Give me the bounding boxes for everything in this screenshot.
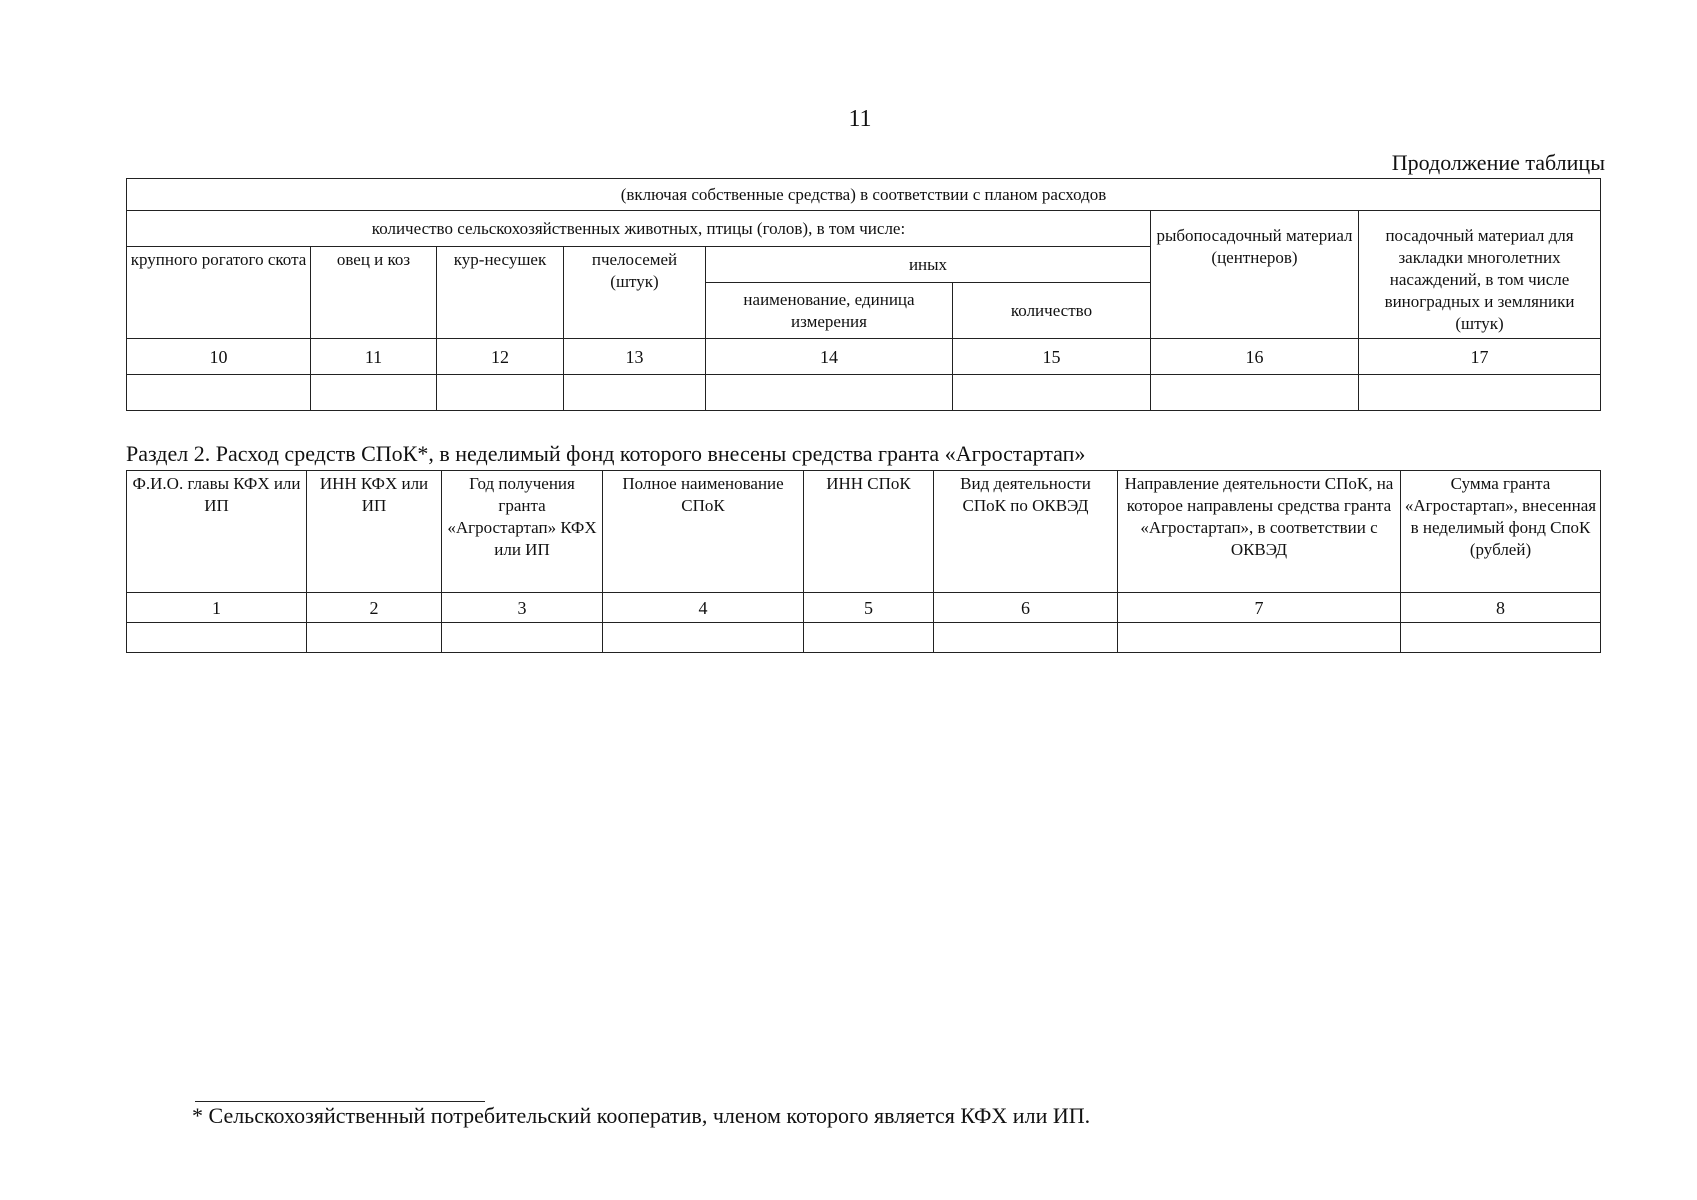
column-number: 8 xyxy=(1401,593,1601,623)
footnote-separator xyxy=(195,1101,485,1102)
column-number: 3 xyxy=(442,593,603,623)
animals-header: количество сельскохозяйственных животных, птицы (голов), в том числе: xyxy=(127,211,1151,247)
column-number: 13 xyxy=(564,339,706,375)
empty-cell xyxy=(442,623,603,653)
expense-plan-table xyxy=(126,178,1601,411)
header-bees: пчелосемей (штук) xyxy=(564,247,706,339)
column-number: 2 xyxy=(307,593,442,623)
column-number: 11 xyxy=(311,339,437,375)
empty-cell xyxy=(953,375,1151,411)
header-other-name: наименование, единица измерения xyxy=(706,283,953,339)
footnote: * Сельскохозяйственный потребительский кооператив, членом которого является КФХ или ИП. xyxy=(192,1103,1091,1128)
empty-cell xyxy=(934,623,1118,653)
header-other: иных xyxy=(706,247,1151,283)
header-other-qty: количество xyxy=(953,283,1151,339)
spok-expense-table xyxy=(126,470,1601,653)
empty-cell xyxy=(437,375,564,411)
column-number: 10 xyxy=(127,339,311,375)
empty-cell xyxy=(1401,623,1601,653)
header-head-name: Ф.И.О. главы КФХ или ИП xyxy=(127,471,307,593)
empty-cell xyxy=(564,375,706,411)
column-number: 14 xyxy=(706,339,953,375)
header-inn-spok: ИНН СПоК xyxy=(804,471,934,593)
header-activity-okved: Вид деятельности СПоК по ОКВЭД xyxy=(934,471,1118,593)
column-numbers-row xyxy=(127,593,1601,623)
empty-cell xyxy=(127,623,307,653)
header-sheep-goats: овец и коз xyxy=(311,247,437,339)
empty-cell xyxy=(1118,623,1401,653)
header-spok-full-name: Полное наименование СПоК xyxy=(603,471,804,593)
empty-cell xyxy=(804,623,934,653)
header-fish-material: рыбопосадочный материал (центнеров) xyxy=(1151,211,1359,339)
empty-cell xyxy=(311,375,437,411)
empty-cell xyxy=(1151,375,1359,411)
column-number: 12 xyxy=(437,339,564,375)
empty-cell xyxy=(127,375,311,411)
column-number: 6 xyxy=(934,593,1118,623)
column-number: 17 xyxy=(1359,339,1601,375)
header-grant-year: Год получения гранта «Агростартап» КФХ или ИП xyxy=(442,471,603,593)
column-number: 15 xyxy=(953,339,1151,375)
empty-cell xyxy=(603,623,804,653)
header-inn-kfh: ИНН КФХ или ИП xyxy=(307,471,442,593)
header-activity-direction: Направление деятельности СПоК, на которое направлены средства гранта «Агростартап», в соответствии с ОКВЭД xyxy=(1118,471,1401,593)
header-cattle: крупного рогатого скота xyxy=(127,247,311,339)
table1-top-header: (включая собственные средства) в соответствии с планом расходов xyxy=(127,179,1601,211)
column-number: 1 xyxy=(127,593,307,623)
empty-data-row xyxy=(127,623,1601,653)
empty-cell xyxy=(706,375,953,411)
empty-data-row xyxy=(127,375,1601,411)
column-numbers-row xyxy=(127,339,1601,375)
header-planting-material: посадочный материал для закладки многолетних насаждений, в том числе виноградных и земляники (штук) xyxy=(1359,211,1601,339)
continuation-label: Продолжение таблицы xyxy=(1391,150,1605,175)
column-number: 4 xyxy=(603,593,804,623)
section-2-title: Раздел 2. Расход средств СПоК*, в неделимый фонд которого внесены средства гранта «Агростартап» xyxy=(126,441,1086,466)
empty-cell xyxy=(307,623,442,653)
column-number: 7 xyxy=(1118,593,1401,623)
header-grant-amount: Сумма гранта «Агростартап», внесенная в неделимый фонд СпоК (рублей) xyxy=(1401,471,1601,593)
page-number: 11 xyxy=(848,106,872,132)
column-number: 16 xyxy=(1151,339,1359,375)
column-number: 5 xyxy=(804,593,934,623)
header-hens: кур-несушек xyxy=(437,247,564,339)
empty-cell xyxy=(1359,375,1601,411)
